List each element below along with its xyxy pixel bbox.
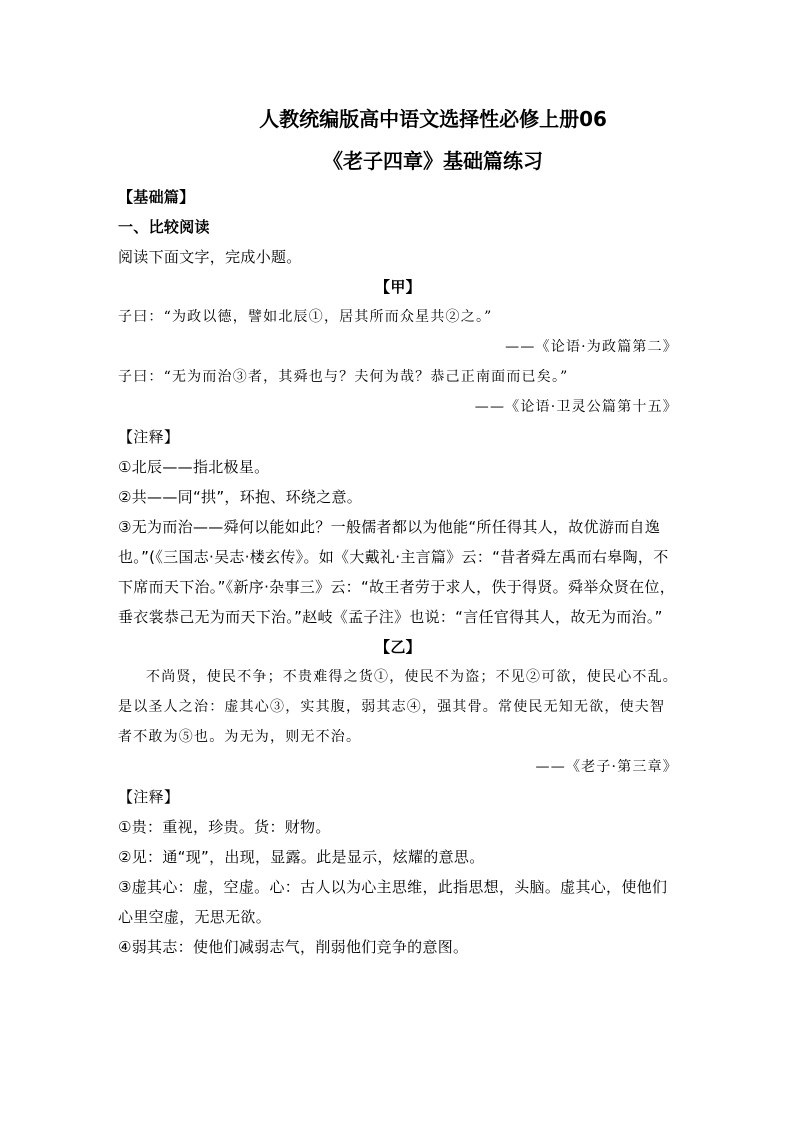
passage-jia-source-1: ——《论语·为政篇第二》 — [505, 339, 678, 355]
notes-jia-heading: 【注释】 — [118, 428, 180, 446]
note-item: ③无为而治——舜何以能如此？一般儒者都以为他能“所任得其人，故优游而自逸也。”(《三国志·吴志·楼玄传》。如《大戴礼·主言篇》云：“昔者舜左禹而右皋陶，不下席而天下治。”《新序·杂事三》云：“故王者劳于求人，佚于得贤。舜举众贤在位，垂衣裳恭己无为而天下治。”赵岐《孟子注》也说：“言任官得其人，故无为而治。” — [118, 518, 676, 626]
document-subtitle: 《老子四章》基础篇练习 — [323, 149, 543, 173]
note-item: ②共——同“拱”，环抱、环绕之意。 — [118, 488, 363, 506]
note-item: ①贵：重视，珍贵。货：财物。 — [118, 818, 331, 836]
document-title: 人教统编版高中语文选择性必修上册06 — [259, 107, 607, 131]
note-item: ①北辰——指北极星。 — [118, 458, 270, 476]
document-page — [118, 100, 678, 962]
passage-yi-label: 【乙】 — [375, 638, 421, 656]
passage-jia-quote-1: 子曰：“为政以德，譬如北辰①，居其所而众星共②之。” — [118, 309, 493, 325]
passage-jia-source-2: ——《论语·卫灵公篇第十五》 — [474, 399, 678, 415]
note-item: ②见：通“现”，出现，显露。此是显示，炫耀的意思。 — [118, 848, 485, 866]
passage-jia-label: 【甲】 — [375, 278, 421, 296]
note-item: ④弱其志：使他们减弱志气，削弱他们竞争的意图。 — [118, 938, 469, 956]
question-heading: 一、比较阅读 — [118, 218, 210, 236]
passage-yi-text: 不尚贤，使民不争；不贵难得之货①，使民不为盗；不见②可欲，使民心不乱。是以圣人之治：虚其心③，实其腹，弱其志④，强其骨。常使民无知无欲，使夫智者不敢为⑤也。为无为，则无不治。 — [118, 669, 678, 745]
instruction-text: 阅读下面文字，完成小题。 — [118, 248, 302, 266]
section-label: 【基础篇】 — [118, 188, 195, 206]
passage-yi-source: ——《老子·第三章》 — [535, 759, 678, 775]
note-item: ③虚其心：虚，空虚。心：古人以为心主思维，此指思想，头脑。虚其心，使他们心里空虚，无思无欲。 — [118, 878, 668, 926]
notes-yi-heading: 【注释】 — [118, 788, 180, 806]
passage-jia-quote-2: 子曰：“无为而治③者，其舜也与？夫何为哉？恭己正南面而已矣。” — [118, 369, 569, 385]
